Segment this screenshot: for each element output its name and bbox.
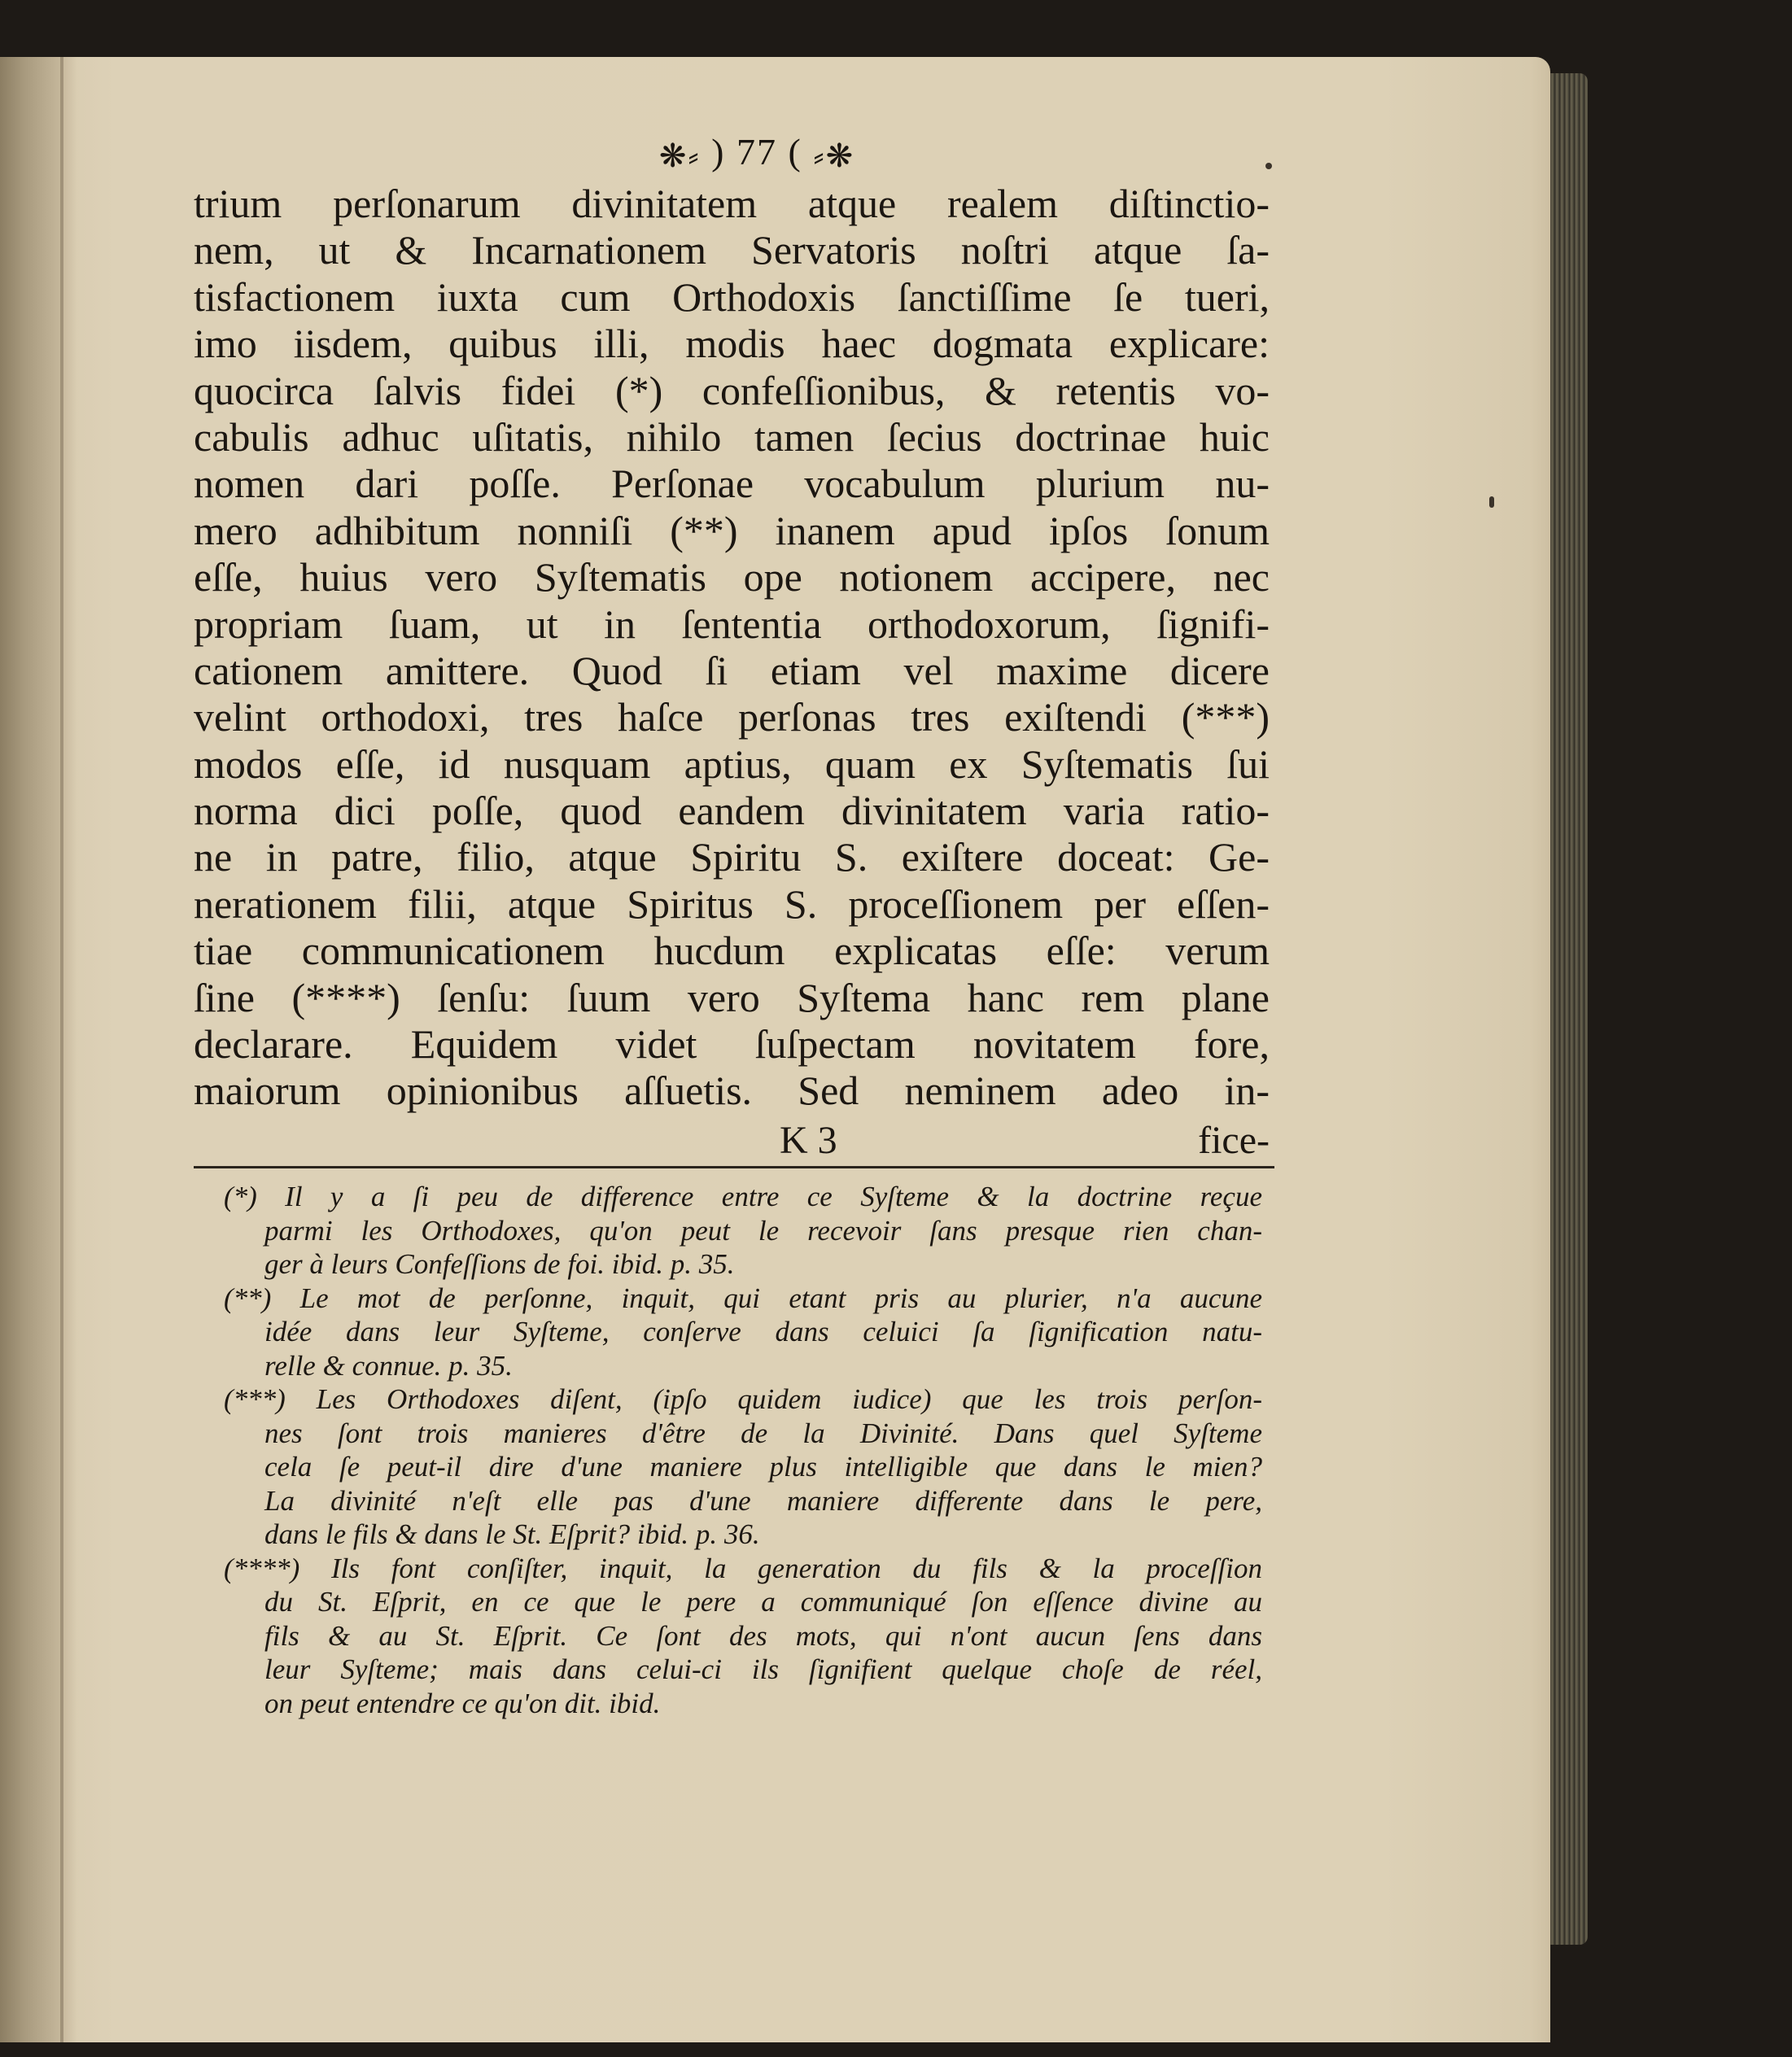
footnote-line: (****) Ils font conſiſter, inquit, la generation du fils & la proceſſion — [224, 1552, 1262, 1584]
text-line: trium perſonarum divinitatem atque realem diſtinctio- — [194, 181, 1270, 226]
footnote-line: leur Syſteme; mais dans celui-ci ils ſignifient quelque choſe de réel, — [264, 1653, 1262, 1685]
footnote-line: (***) Les Orthodoxes diſent, (ipſo quidem iudice) que les trois perſon- — [224, 1383, 1262, 1415]
text-line: modos eſſe, id nusquam aptius, quam ex Syſtematis ſui — [194, 740, 1270, 787]
main-text — [194, 181, 1270, 1115]
footnote — [224, 1180, 1262, 1282]
ornament-right-icon: ⸗❋ — [813, 137, 855, 174]
text-line: cationem amittere. Quod ſi etiam vel maxime dicere — [194, 647, 1270, 693]
footnote-line: du St. Eſprit, en ce que le pere a communiqué ſon eſſence divine au — [264, 1586, 1262, 1618]
catchword: fice- — [1198, 1119, 1270, 1162]
text-line: tiae communicationem hucdum explicatas eſſe: verum — [194, 928, 1270, 974]
binding-fold — [60, 57, 63, 2042]
footnote-line: ger à leurs Confeſſions de foi. ibid. p. 35. — [264, 1248, 735, 1280]
text-line: quocirca ſalvis fidei (*) confeſſionibus, & retentis vo- — [194, 367, 1270, 413]
text-line: propriam ſuam, ut in ſententia orthodoxorum, ſignifi- — [194, 601, 1270, 647]
text-line: velint orthodoxi, tres haſce perſonas tres exiſtendi (***) — [194, 694, 1270, 740]
signature-mark: K 3 — [780, 1119, 837, 1162]
footnote-line: cela ſe peut-il dire d'une maniere plus intelligible que dans le mien? — [264, 1451, 1262, 1483]
footnote-line: parmi les Orthodoxes, qu'on peut le recevoir ſans presque rien chan- — [264, 1214, 1262, 1247]
text-line: cabulis adhuc uſitatis, nihilo tamen ſecius doctrinae huic — [194, 413, 1270, 460]
footnote-rule — [194, 1166, 1274, 1168]
footnote — [224, 1282, 1262, 1383]
footnote — [224, 1552, 1262, 1721]
footnote — [224, 1382, 1262, 1552]
text-line: nem, ut & Incarnationem Servatoris noſtri atque ſa- — [194, 227, 1270, 273]
page-gutter-shadow — [0, 57, 77, 2042]
text-line: eſſe, huius vero Syſtematis ope notionem accipere, nec — [194, 554, 1270, 601]
page-block-edges — [1550, 73, 1588, 1945]
page-number: ) 77 ( — [711, 131, 802, 173]
footnote-line: idée dans leur Syſteme, conſerve dans celuici ſa ſignification natu- — [264, 1316, 1262, 1347]
text-line: norma dici poſſe, quod eandem divinitatem varia ratio- — [194, 788, 1270, 834]
text-line: nomen dari poſſe. Perſonae vocabulum plurium nu- — [194, 461, 1270, 507]
text-line: ne in patre, filio, atque Spiritu S. exiſtere doceat: Ge- — [194, 834, 1270, 880]
text-line: declarare. Equidem videt ſuſpectam novitatem fore, — [194, 1021, 1270, 1068]
footnote-line: (**) Le mot de perſonne, inquit, qui etant pris au plurier, n'a aucune — [224, 1282, 1262, 1314]
text-line: nerationem filii, atque Spiritus S. proceſſionem per eſſen- — [194, 880, 1270, 927]
ornament-left-icon: ❋⸗ — [658, 137, 701, 174]
text-line: tisfactionem iuxta cum Orthodoxis ſanctiſſime ſe tueri, — [194, 273, 1270, 320]
footnote-line: nes ſont trois manieres d'être de la Divinité. Dans quel Syſteme — [264, 1417, 1262, 1449]
footnote-line: dans le fils & dans le St. Eſprit? ibid. p. 36. — [264, 1518, 760, 1550]
footnote-line: on peut entendre ce qu'on dit. ibid. — [264, 1687, 661, 1719]
running-header — [618, 130, 895, 179]
footnote-line: relle & connue. p. 35. — [264, 1349, 513, 1382]
text-line: maiorum opinionibus aſſuetis. Sed neminem adeo in- — [194, 1068, 1270, 1114]
footnote-line: fils & au St. Eſprit. Ce ſont des mots, qui n'ont aucun ſens dans — [264, 1619, 1262, 1652]
footnote-line: La divinité n'eſt elle pas d'une maniere differente dans le pere, — [264, 1484, 1262, 1517]
ink-speck — [1489, 496, 1494, 508]
signature-line — [194, 1120, 1270, 1161]
footnote-line: (*) Il y a ſi peu de difference entre ce Syſteme & la doctrine reçue — [224, 1181, 1262, 1212]
text-line: mero adhibitum nonniſi (**) inanem apud ipſos ſonum — [194, 507, 1270, 553]
text-line: imo iisdem, quibus illi, modis haec dogmata explicare: — [194, 321, 1270, 367]
footnotes — [224, 1180, 1262, 1720]
ink-speck — [1265, 163, 1272, 169]
text-line: ſine (****) ſenſu: ſuum vero Syſtema hanc rem plane — [194, 974, 1270, 1020]
